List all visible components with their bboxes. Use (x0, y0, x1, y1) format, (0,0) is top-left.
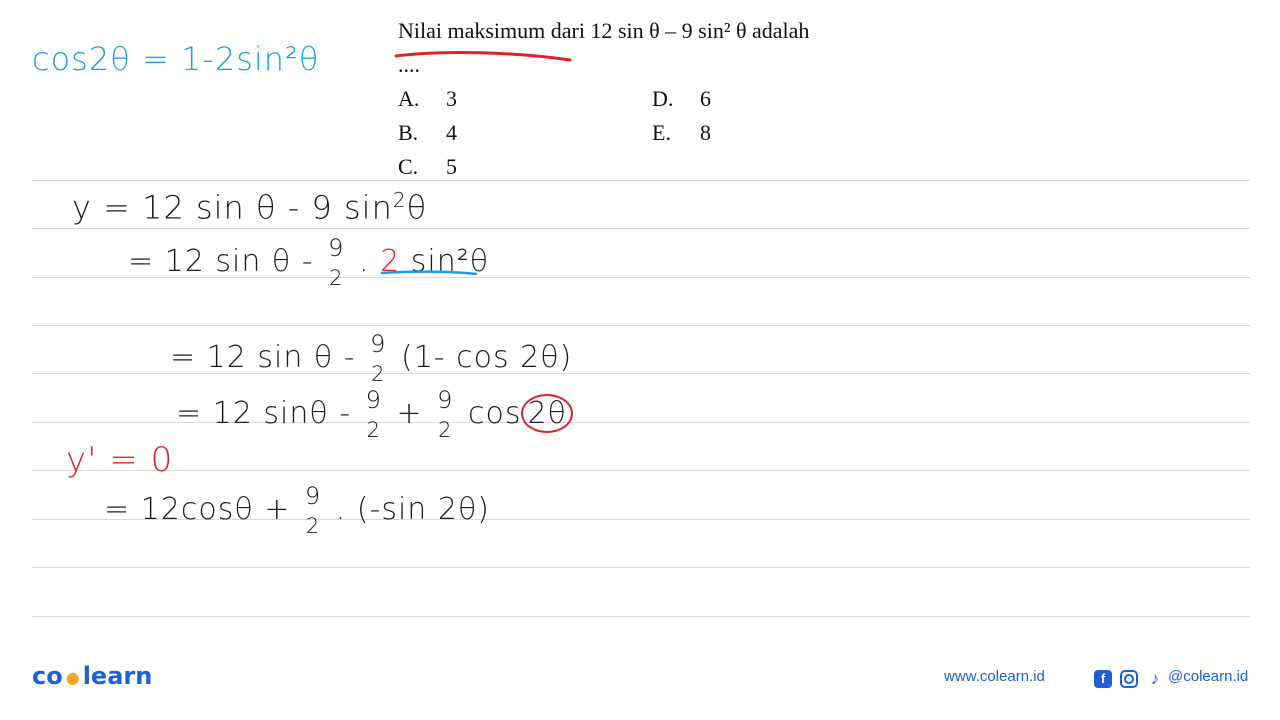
facebook-icon[interactable]: f (1094, 670, 1112, 688)
work-line-4: = 12 sinθ - 9 2 + 9 2 cos 2θ (176, 388, 573, 441)
tiktok-icon[interactable]: ♪ (1150, 669, 1160, 688)
question-text: Nilai maksimum dari 12 sin θ – 9 sin² θ adalah (398, 18, 810, 43)
option-e: E. 8 (652, 120, 711, 145)
work-line-2: = 12 sin θ - 9 2 . 2 sin²θ (128, 234, 490, 290)
instagram-icon[interactable] (1120, 670, 1138, 688)
circled-term: 2θ (521, 394, 572, 433)
option-a: A. 3 (398, 86, 457, 111)
option-b: B. 4 (398, 120, 457, 145)
red-underline (394, 48, 574, 64)
work-line-3: = 12 sin θ - 9 2 (1- cos 2θ) (170, 330, 573, 386)
fraction: 9 2 (370, 330, 387, 386)
ruled-line (32, 325, 1250, 326)
question-ellipsis: .... (398, 52, 420, 77)
fraction: 9 2 (328, 234, 345, 290)
ruled-line (32, 567, 1250, 568)
blue-underline (380, 268, 480, 278)
derivative-label: y' = 0 (66, 440, 174, 480)
social-handle[interactable]: @colearn.id (1168, 668, 1249, 685)
fraction: 9 2 (304, 482, 322, 538)
ruled-line (32, 470, 1250, 471)
ruled-line (32, 228, 1250, 229)
ruled-line (32, 616, 1250, 617)
option-c: C. 5 (398, 154, 457, 179)
work-line-5: = 12cosθ + 9 2 . (-sin 2θ) (104, 482, 490, 538)
red-two: 2 (380, 244, 401, 279)
trig-identity: cos2θ = 1-2sin²θ (32, 40, 320, 78)
fraction: 9 2 (365, 386, 382, 442)
work-line-1: y = 12 sin θ - 9 $\sin^2\theta$ (72, 188, 428, 227)
ruled-line (32, 180, 1250, 181)
fraction: 9 2 (437, 386, 454, 442)
colearn-logo: co ● learn (32, 662, 153, 690)
option-d: D. 6 (652, 86, 711, 111)
website-link[interactable]: www.colearn.id (944, 668, 1045, 685)
